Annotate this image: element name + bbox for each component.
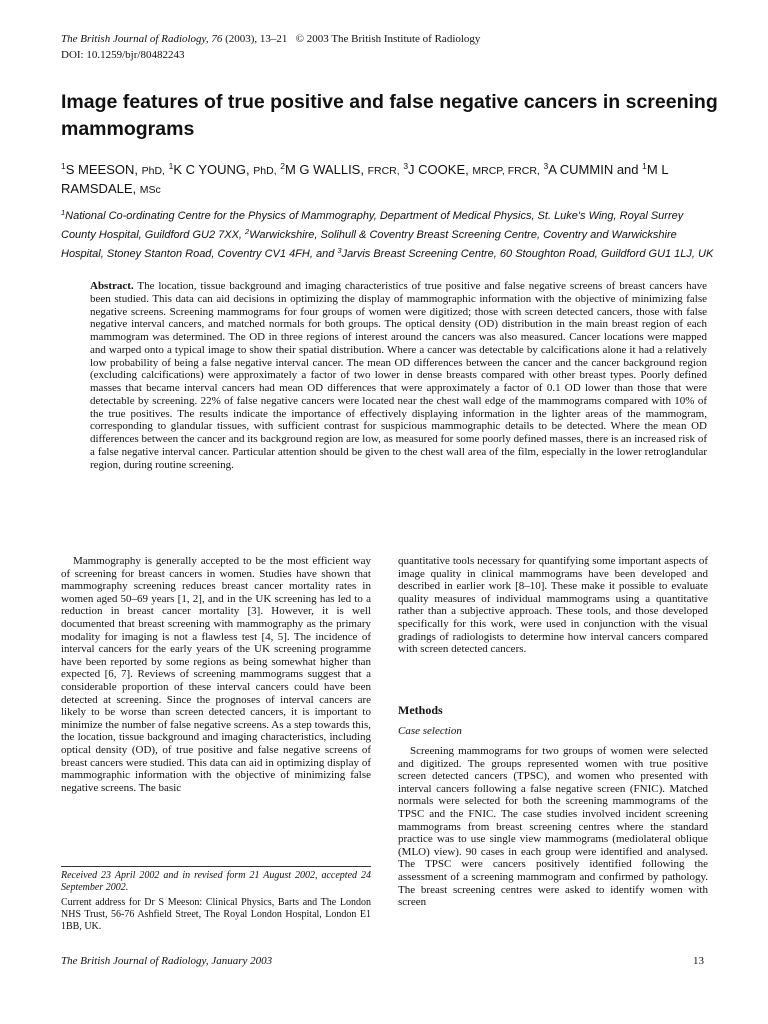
affiliation-2: Warwickshire, Solihull & Coventry Breast Screening Centre, Coventry and Warwickshire Hospital, Stoney Stanton Road, Coventry CV1 4FH, and — [61, 229, 677, 260]
intro-continuation: quantitative tools necessary for quantifying some important aspects of image quality in clinical mammograms have been developed and described in earlier work [8–10]. These make it possible to evaluate quality measures of individual mammograms using a quantitative rather than a subjective approach. These tools, and those developed specifically for this work, were used in conjunction with the visual gradings of radiologists to determine how interval cancers compared with screen detected cancers. — [398, 555, 708, 656]
copyright: © 2003 The British Institute of Radiology — [295, 33, 481, 45]
author: $^1$K C YOUNG, PhD, — [168, 161, 277, 177]
case-selection-paragraph: Screening mammograms for two groups of women were selected and digitized. The groups represented women with true positive screen detected cancers (TPSC), and women who presented with interval cancers following a false negative screen (FNIC). Matched normals were selected for both the screening mammograms of the TPSC and the FNIC. The case studies involved incident screening mammograms from breast screening centres where the standard practice was to use single view mammograms (mediolateral oblique (MLO) view). 90 cases in each group were identified and analysed. The TPSC were cancers positively identified following the assessment of a screening mammogram and confirmed by pathology. The breast screening centres were asked to identify women with screen — [398, 745, 708, 909]
abstract-label: Abstract. — [90, 280, 134, 292]
running-head — [61, 31, 480, 63]
journal-name: The British Journal of Radiology, — [61, 33, 209, 45]
author-list — [61, 158, 721, 199]
abstract-text: The location, tissue background and imaging characteristics of true positive and false negative screens of breast cancers have been studied. This data can aid decisions in optimizing the display of mammographic information with the objective of minimizing false negative screens. Screening mammograms for four groups of women were digitized; those with screen detected cancers, those with false negative interval cancers, and matched normals for both groups. The optical density (OD) distribution in the main breast region of each mammogram was determined. The OD in three regions of interest around the cancers was also measured. Cancer locations were mapped and warped onto a typical image to show their spatial distribution. Where a cancer was detectable by calcifications alone it had a relatively low probability of being a false negative interval cancer. The mean OD differences between the cancer and the cancer background region (excluding calcifications) were approximately a factor of two lower in dense breasts compared with other breast types. Poorly defined masses that became interval cancers had mean OD differences that were approximately a factor of 0.1 OD lower than those that were detectable by screening. 22% of false negative cancers were located near the chest wall edge of the mammograms compared with 10% of the true positives. The results indicate the importance of effectively displaying information in the lighter areas of the mammogram, corresponding to glandular tissues, with sufficient contrast for suspicious mammographic details to be detected. Where the mean OD differences between the cancer and its background region are low, as measured for some poorly defined masses, there is an increased risk of a false negative interval cancer. Particular attention should be given to the chest wall area of the film, especially in the lower retroglandular region, during routine screening. — [90, 280, 707, 471]
left-column — [61, 555, 371, 794]
year-pages: (2003), 13–21 — [225, 33, 288, 45]
doi: DOI: 10.1259/bjr/80482243 — [61, 49, 185, 61]
affiliation-1: National Co-ordinating Centre for the Physics of Mammography, Department of Medical Physics, St. Luke's Wing, Royal Surrey County Hospital, Guildford GU2 7XX, — [61, 210, 684, 241]
intro-paragraph: Mammography is generally accepted to be the most efficient way of screening for breast cancers in women. Studies have shown that mammography screening reduces breast cancer mortality rates in women aged 50–69 years [1, 2], and in the UK screening has led to a reduction in breast cancer mortality [3]. However, it is well documented that breast screening with mammography as the primary modality for imaging is not a flawless test [4, 5]. The incidence of interval cancers for the early years of the UK screening programme have been reported by some regions as being somewhat higher than expected [6, 7]. Reviews of screening mammograms suggest that a considerable proportion of these interval cancers could have been detected at screening. Since the prognoses of interval cancers are likely to be worse than screen detected cancers, it is important to minimize the number of false negative screens. As a step towards this, the location, tissue background and imaging characteristics, including optical density (OD), of true positive and false negative screens of breast cancers were studied. This data can aid in optimizing display of mammographic information with the objective of minimizing false negative screens. The basic — [61, 555, 371, 794]
affiliation-3: Jarvis Breast Screening Centre, 60 Stoughton Road, Guildford GU1 1LJ, UK — [341, 248, 714, 260]
author: $^3$A CUMMIN and — [543, 161, 639, 177]
received-dates: Received 23 April 2002 and in revised form 21 August 2002, accepted 24 September 2002. — [61, 870, 371, 893]
page-number: 13 — [693, 955, 704, 967]
footnote-divider — [61, 866, 371, 867]
author: $^1$S MEESON, PhD, — [61, 161, 165, 177]
citation-line — [61, 31, 480, 47]
abstract — [90, 280, 707, 471]
footer-journal: The British Journal of Radiology, January 2003 — [61, 955, 273, 967]
subsection-heading-case-selection: Case selection — [398, 725, 462, 737]
right-column-methods — [398, 745, 708, 909]
right-column-top — [398, 555, 708, 656]
author: $^3$J COOKE, MRCP, FRCR, — [403, 161, 540, 177]
volume: 76 — [211, 33, 223, 45]
affiliations: $^1$National Co-ordinating Centre for the Physics of Mammography, Department of Medical Physics, St. Luke's Wing, Royal Surrey County Hospital, Guildford GU2 7XX, $^2$Warwickshire, Solihull & Coventry Breast Screening Centre, Coventry and Warwickshire Hospital, Stoney Stanton Road, Coventry CV1 4FH, and $^3$Jarvis Breast Screening Centre, 60 Stoughton Road, Guildford GU1 1LJ, UK — [61, 208, 714, 260]
author: $^2$M G WALLIS, FRCR, — [280, 161, 400, 177]
correspondence-address: Current address for Dr S Meeson: Clinical Physics, Barts and The London NHS Trust, 56-76 Ashfield Street, The Royal London Hospital, London E1 1BB, UK. — [61, 897, 371, 932]
section-heading-methods: Methods — [398, 703, 443, 717]
article-title: Image features of true positive and false negative cancers in screening mammograms — [61, 91, 718, 140]
author: $^1$M L RAMSDALE, MSc — [61, 161, 669, 196]
